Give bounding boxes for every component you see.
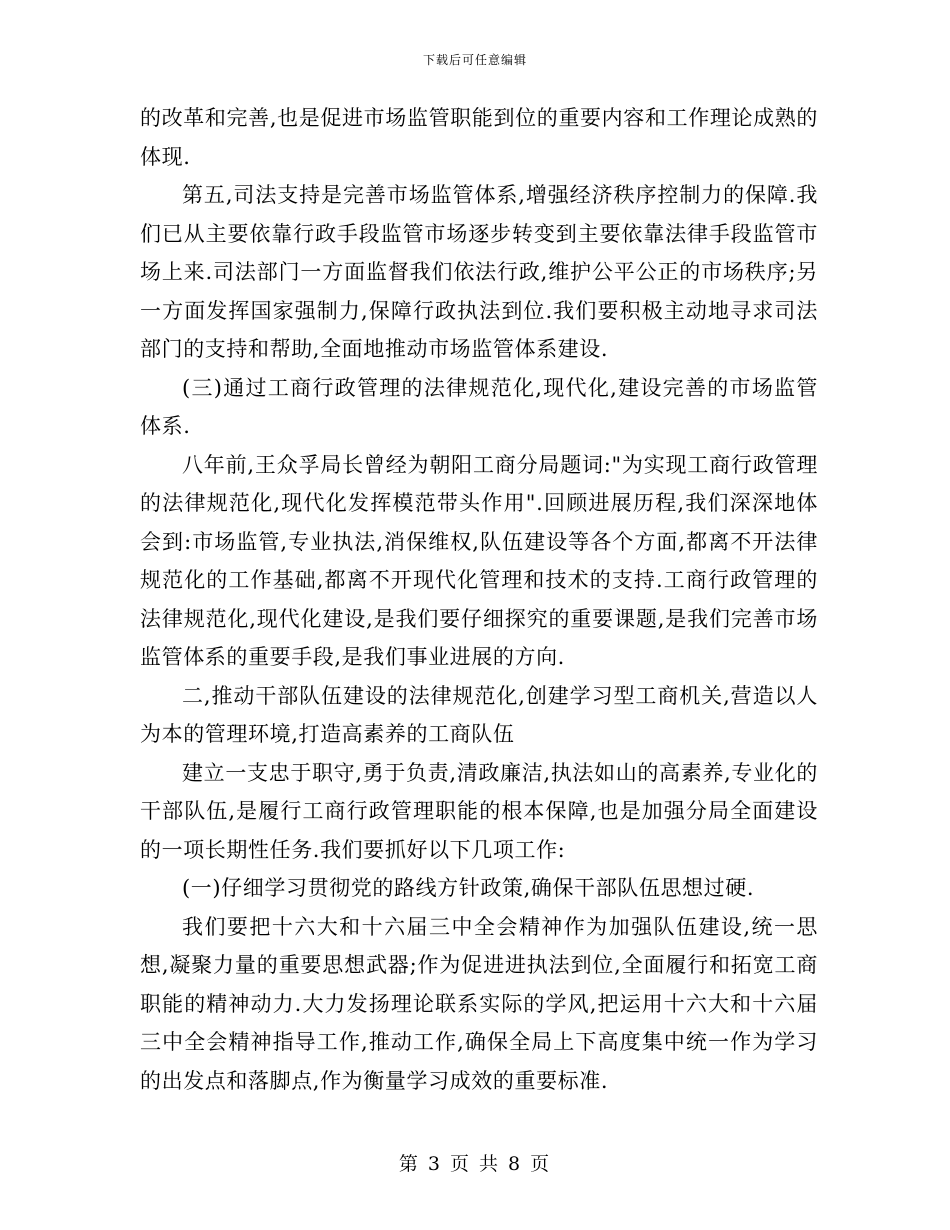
paragraph-1: 的改革和完善,也是促进市场监管职能到位的重要内容和工作理论成熟的体现. <box>140 106 818 169</box>
paragraph-4: 八年前,王众孚局长曾经为朝阳工商分局题词:"为实现工商行政管理的法律规范化,现代化发挥模范带头作用".回顾进展历程,我们深深地体会到:市场监管,专业执法,消保维权,队伍建设等各个方面,都离不开法律规范化的工作基础,都离不开现代化管理和技术的支持.工商行政管理的法律规范化,现代化建设,是我们要仔细探究的重要课题,是我们完善市场监管体系的重要手段,是我们事业进展的方向. <box>140 452 818 669</box>
paragraph-3: (三)通过工商行政管理的法律规范化,现代化,建设完善的市场监管体系. <box>140 375 818 438</box>
paragraph-7: (一)仔细学习贯彻党的路线方针政策,确保干部队伍思想过硬. <box>182 876 755 900</box>
paragraph-8: 我们要把十六大和十六届三中全会精神作为加强队伍建设,统一思想,凝聚力量的重要思想武器;作为促进进执法到位,全面履行和拓宽工商职能的精神动力.大力发扬理论联系实际的学风,把运用十六大和十六届三中全会精神指导工作,推动工作,确保全局上下高度集中统一作为学习的出发点和落脚点,作为衡量学习成效的重要标准. <box>140 914 818 1093</box>
paragraph-5: 二,推动干部队伍建设的法律规范化,创建学习型工商机关,营造以人为本的管理环境,打造高素养的工商队伍 <box>140 683 818 746</box>
page-header: 下载后可任意编辑 <box>422 53 527 67</box>
document-body <box>140 99 818 1100</box>
paragraph-2: 第五,司法支持是完善市场监管体系,增强经济秩序控制力的保障.我们已从主要依靠行政手段监管市场逐步转变到主要依靠法律手段监管市场上来.司法部门一方面监督我们依法行政,维护公平公正的市场秩序;另一方面发挥国家强制力,保障行政执法到位.我们要积极主动地寻求司法部门的支持和帮助,全面地推动市场监管体系建设. <box>140 183 818 361</box>
paragraph-6: 建立一支忠于职守,勇于负责,清政廉洁,执法如山的高素养,专业化的干部队伍,是履行工商行政管理职能的根本保障,也是加强分局全面建设的一项长期性任务.我们要抓好以下几项工作: <box>140 760 818 862</box>
page-number-footer: 第 3 页 共 8 页 <box>398 1153 552 1175</box>
